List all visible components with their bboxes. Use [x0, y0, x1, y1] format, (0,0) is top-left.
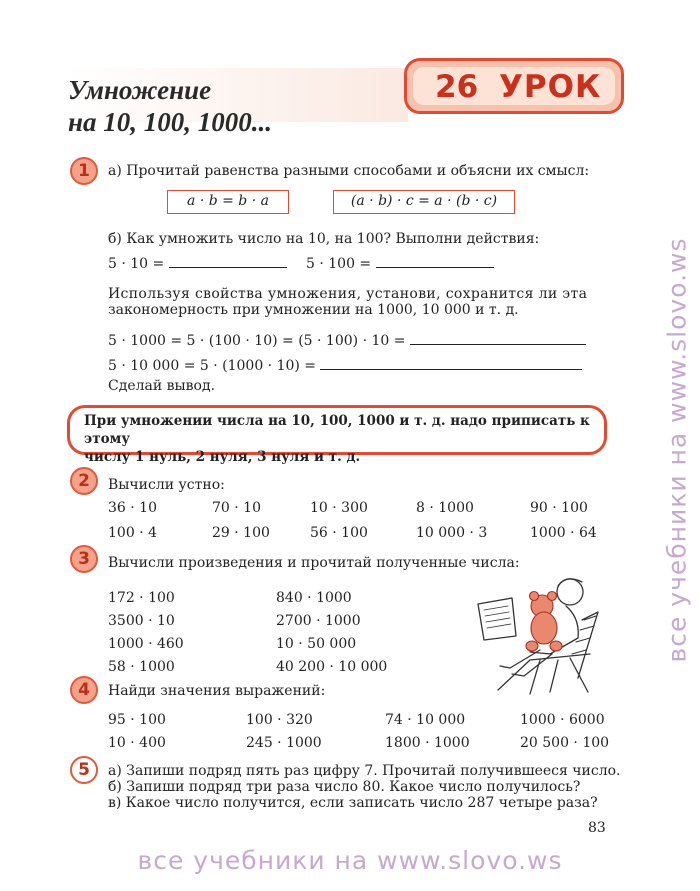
side-watermark: все учебники на www.slovo.ws	[662, 237, 692, 663]
task-5-number: 5	[70, 756, 98, 784]
task-2-r1-c4: 8 · 1000	[416, 500, 474, 516]
task-1-number: 1	[70, 157, 98, 185]
rule-line-1: При умножении числа на 10, 100, 1000 и т. д. надо приписать к этому	[84, 413, 590, 447]
task-3-c2-r2: 2700 · 1000	[276, 613, 361, 629]
task-3-c1-r4: 58 · 1000	[108, 659, 175, 675]
title-line-1: Умножение	[68, 75, 212, 105]
task-3-c1-r1: 172 · 100	[108, 590, 175, 606]
rule-line-2: числу 1 нуль, 2 нуля, 3 нуля и т. д.	[84, 449, 361, 465]
formula-associative: (a · b) · c = a · (b · c)	[333, 190, 515, 214]
task-3-text: Вычисли произведения и прочитай полученные числа:	[108, 555, 520, 571]
lesson-badge	[404, 58, 624, 114]
bottom-watermark: все учебники на www.slovo.ws	[137, 846, 563, 875]
task-4-r1-c2: 100 · 320	[246, 712, 313, 728]
task-2-number: 2	[70, 467, 98, 495]
task-4-r1-c4: 1000 · 6000	[520, 712, 605, 728]
lesson-title	[68, 74, 272, 138]
task-1-para-line1: Используя свойства умножения, установи, сохранится ли эта	[108, 286, 588, 302]
task-1-b-text: б) Как умножить число на 10, на 100? Выполни действия:	[108, 231, 540, 247]
task-2-r1-c2: 70 · 10	[212, 500, 261, 516]
task-1-para-line2: закономерность при умножении на 1000, 10 000 и т. д.	[108, 302, 519, 318]
child-reading-illustration	[470, 568, 615, 698]
task-4-number: 4	[70, 676, 98, 704]
task-5-b: б) Запиши подряд три раза число 80. Какое число получилось?	[108, 779, 581, 795]
task-3-c2-r3: 10 · 50 000	[276, 636, 357, 652]
task-3-c1-r2: 3500 · 10	[108, 613, 175, 629]
task-1-b-ex2: 5 · 100 =	[306, 253, 494, 273]
task-3-c1-r3: 1000 · 460	[108, 636, 184, 652]
task-2-r2-c5: 1000 · 64	[530, 525, 597, 541]
page-number: 83	[588, 820, 606, 836]
lesson-word: УРОК	[499, 69, 602, 105]
task-4-r2-c3: 1800 · 1000	[385, 735, 470, 751]
task-1-conclusion: Сделай вывод.	[108, 378, 216, 394]
task-2-r1-c1: 36 · 10	[108, 500, 157, 516]
task-1-eq2: 5 · 10 000 = 5 · (1000 · 10) =	[108, 355, 582, 375]
task-3-c2-r1: 840 · 1000	[276, 590, 352, 606]
task-4-text: Найди значения выражений:	[108, 683, 326, 699]
task-5-c: в) Какое число получится, если записать число 287 четыре раза?	[108, 795, 598, 811]
formula-commutative: a · b = b · a	[167, 190, 289, 214]
task-1-b-ex1: 5 · 10 =	[108, 253, 287, 273]
task-4-r1-c1: 95 · 100	[108, 712, 166, 728]
task-5-a: а) Запиши подряд пять раз цифру 7. Прочитай получившееся число.	[108, 763, 621, 779]
task-2-r1-c5: 90 · 100	[530, 500, 588, 516]
rule-box	[67, 405, 607, 465]
task-4-r2-c1: 10 · 400	[108, 735, 166, 751]
task-3-number: 3	[70, 545, 98, 573]
task-2-r2-c2: 29 · 100	[212, 525, 270, 541]
task-4-r2-c4: 20 500 · 100	[520, 735, 610, 751]
task-4-r2-c2: 245 · 1000	[246, 735, 322, 751]
task-1-eq1: 5 · 1000 = 5 · (100 · 10) = (5 · 100) · 10 =	[108, 330, 586, 350]
lesson-number: 26	[435, 69, 479, 105]
task-2-text: Вычисли устно:	[108, 477, 225, 493]
task-2-r2-c4: 10 000 · 3	[416, 525, 488, 541]
title-line-2: на 10, 100, 1000...	[68, 107, 272, 137]
task-2-r2-c3: 56 · 100	[310, 525, 368, 541]
task-4-r1-c3: 74 · 10 000	[385, 712, 466, 728]
task-3-c2-r4: 40 200 · 10 000	[276, 659, 388, 675]
task-2-r2-c1: 100 · 4	[108, 525, 157, 541]
task-1-a-text: а) Прочитай равенства разными способами и объясни их смысл:	[108, 163, 590, 179]
task-2-r1-c3: 10 · 300	[310, 500, 368, 516]
